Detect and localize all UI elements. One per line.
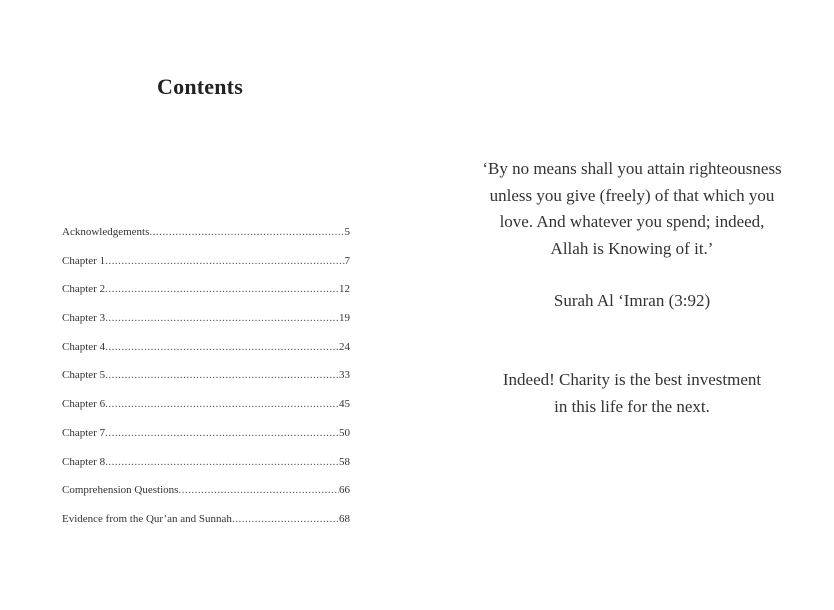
toc-entry-label: Chapter 2 (62, 283, 106, 296)
toc-entry-page: 24 (339, 340, 350, 353)
quote-citation: Surah Al ‘Imran (3:92) (553, 291, 711, 310)
toc-leader-dots (105, 456, 339, 468)
charity-saying (457, 367, 807, 420)
toc-leader-dots (232, 513, 339, 525)
toc-entry-comprehension-questions[interactable] (62, 484, 350, 513)
toc-entry-label: Chapter 4 (62, 340, 106, 353)
toc-entry-chapter-4[interactable] (62, 341, 350, 370)
toc-leader-dots (105, 283, 339, 295)
toc-leader-dots (105, 312, 339, 324)
toc-entry-label: Acknowledgements (62, 226, 150, 238)
toc-entry-page: 5 (344, 226, 350, 238)
toc-entry-page: 33 (339, 369, 350, 382)
quote-line: love. And whatever you spend; indeed, (499, 212, 765, 231)
toc-entry-label: Chapter 7 (62, 426, 106, 439)
toc-leader-dots (105, 255, 344, 267)
quote-line: unless you give (freely) of that which you (489, 185, 775, 205)
page-title: Contents (157, 74, 243, 99)
toc-entry-page: 7 (344, 254, 350, 267)
toc-entry-label: Chapter 8 (62, 455, 106, 468)
toc-leader-dots (105, 341, 339, 353)
quote-line: ‘By no means shall you attain righteousness (482, 159, 782, 178)
toc-entry-label: Chapter 6 (62, 398, 106, 411)
saying-line: Indeed! Charity is the best investment (502, 370, 762, 389)
toc-leader-dots (105, 427, 339, 439)
toc-leader-dots (149, 226, 344, 238)
toc-entry-page: 66 (339, 484, 350, 497)
toc-entry-page: 68 (339, 512, 350, 525)
toc-leader-dots (178, 484, 339, 496)
toc-entry-chapter-2[interactable] (62, 283, 350, 312)
toc-entry-label: Evidence from the Qur’an and Sunnah (62, 512, 232, 525)
toc-entry-label: Chapter 3 (62, 312, 106, 325)
toc-entry-label: Chapter 1 (62, 254, 106, 267)
quote-line: Allah is Knowing of it.’ (550, 238, 714, 258)
toc-entry-chapter-5[interactable] (62, 369, 350, 398)
toc-leader-dots (105, 398, 339, 410)
toc-entry-page: 19 (339, 312, 350, 325)
toc-entry-label: Comprehension Questions (62, 484, 179, 497)
saying-line: in this life for the next. (554, 396, 710, 416)
toc-leader-dots (105, 369, 339, 381)
toc-entry-evidence[interactable] (62, 513, 350, 542)
toc-entry-chapter-6[interactable] (62, 398, 350, 427)
toc-entry-page: 45 (339, 398, 350, 411)
toc-entry-chapter-3[interactable] (62, 312, 350, 341)
toc-entry-page: 50 (339, 426, 350, 439)
epigraph-page (417, 0, 834, 610)
table-of-contents (62, 226, 350, 542)
toc-entry-label: Chapter 5 (62, 369, 106, 382)
quran-quote (457, 156, 807, 262)
toc-entry-chapter-8[interactable] (62, 456, 350, 485)
toc-entry-page: 12 (339, 283, 350, 296)
toc-entry-chapter-7[interactable] (62, 427, 350, 456)
toc-entry-page: 58 (339, 455, 350, 468)
toc-entry-chapter-1[interactable] (62, 255, 350, 284)
toc-entry-acknowledgements[interactable] (62, 226, 350, 255)
